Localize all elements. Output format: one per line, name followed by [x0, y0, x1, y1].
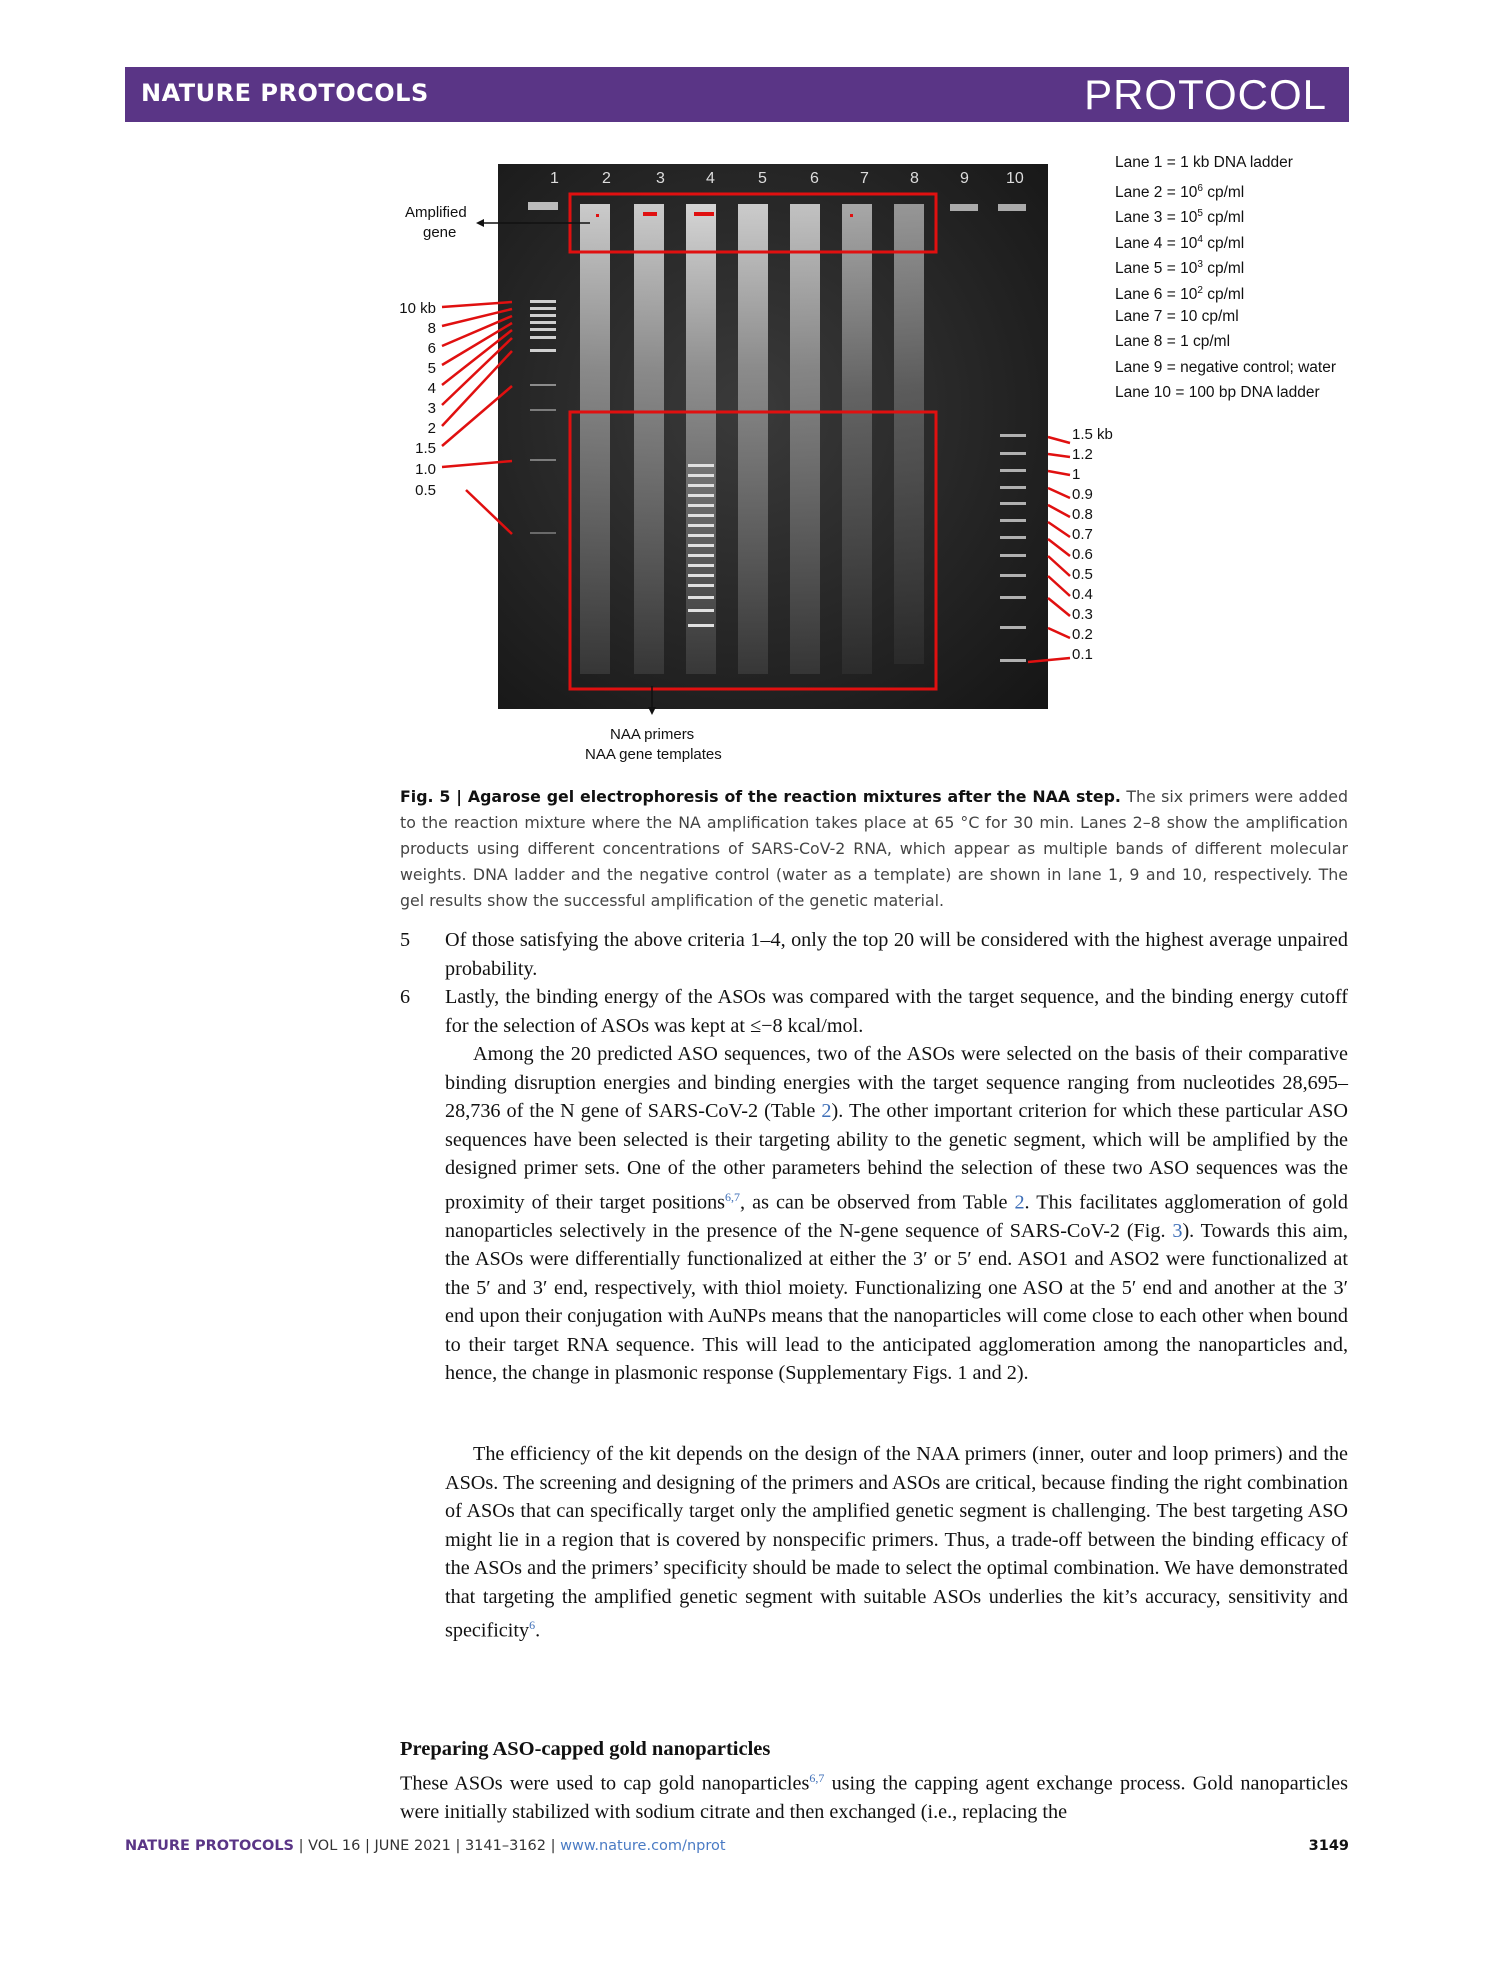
ladder-label: 4 [427, 380, 436, 397]
ladder-label: 10 kb [399, 300, 436, 317]
ladder-label: 0.9 [1072, 486, 1093, 503]
amplified-gene-label-1: Amplified [405, 204, 467, 221]
legend-item: Lane 1 = 1 kb DNA ladder [1115, 154, 1293, 171]
article-type: PROTOCOL [1084, 71, 1327, 118]
caption-title: Fig. 5 | Agarose gel electrophoresis of the reaction mixtures after the NAA step. [400, 787, 1121, 806]
legend-item: Lane $5 = 10^3$ cp/ml [1115, 259, 1245, 278]
naa-templates-label: NAA gene templates [585, 746, 722, 763]
ladder-label: 5 [427, 360, 436, 377]
ref-table[interactable]: 2 [1014, 1191, 1025, 1214]
lane-number: 3 [656, 170, 665, 187]
figure-5 [380, 150, 1380, 770]
footer-citation: NATURE PROTOCOLS | VOL 16 | JUNE 2021 | 3141–3162 | www.nature.com/nprot [125, 1838, 726, 1854]
legend-item: Lane 7 = 10 cp/ml [1115, 307, 1239, 325]
lane-number: 2 [602, 170, 611, 187]
ladder-label: 8 [427, 320, 436, 337]
ladder-label: 1.2 [1072, 446, 1093, 463]
page-number: 3149 [1308, 1838, 1349, 1854]
journal-name: NATURE PROTOCOLS [141, 79, 429, 107]
ref-figure[interactable]: 3 [1172, 1219, 1183, 1242]
ladder-label: 1.5 kb [1072, 426, 1113, 443]
ladder-label: 1.5 [415, 440, 436, 457]
lane-number: 9 [960, 170, 969, 187]
legend-item: Lane $4 = 10^4$ cp/ml [1115, 233, 1245, 252]
ladder-label: 0.5 [1072, 566, 1093, 583]
paragraph-capping: These ASOs were used to cap gold nanoparticles$^{6,7}$ using the capping agent exchange process. Gold nanoparticles were initially stabilized with sodium citrate and then exchanged (i.e., replacing the [400, 1771, 1348, 1824]
ladder-label: 0.2 [1072, 626, 1093, 643]
lane-number: 4 [706, 170, 715, 187]
ladder-label: 1.0 [415, 461, 436, 478]
paragraph-kit-efficiency: The efficiency of the kit depends on the design of the NAA primers (inner, outer and loop primers) and the ASOs. The screening and designing of the primers and ASOs are critical, because finding the right combination of ASOs that can specifically target only the amplified genetic segment is challenging. The best targeting ASO might lie in a region that is covered by nonspecific primers. Thus, a trade-off between the binding efficacy of the ASOs and the primers’ specificity should be made to select the optimal combination. We have demonstrated that targeting the amplified genetic segment with suitable ASOs underlies the kit’s accuracy, sensitivity and specificity$^6$. [445, 1443, 1348, 1642]
lane-number: 7 [860, 170, 869, 187]
journal-url[interactable]: www.nature.com/nprot [560, 1838, 726, 1854]
lane-number: 1 [550, 170, 559, 187]
ref-citation[interactable]: 6,7 [725, 1189, 741, 1204]
legend-item: Lane $6 = 10^2$ cp/ml [1115, 284, 1245, 304]
paragraph-aso-selection: Among the 20 predicted ASO sequences, two of the ASOs were selected on the basis of their comparative binding disruption energies and binding energies with the target sequence ranging from nucleotides 28,695–28,736 of the N gene of SARS-CoV-2 (Table 2). The other important criterion for which these particular ASO sequences have been selected is their targeting ability to the genetic segment, which will be amplified by the designed primer sets. One of the other parameters behind the selection of these two ASO sequences was the proximity of their target positions$^{6,7}$, as can be observed from Table 2. This facilitates agglomeration of gold nanoparticles selectively in the presence of the N-gene sequence of SARS-CoV-2 (Fig. 3). Towards this aim, the ASOs were differentially functionalized at either the 3′ or 5′ end. ASO1 and ASO2 were functionalized at the 5′ and 3′ end, respectively, with thiol moiety. Functionalizing one ASO at the 5′ end and another at the 3′ end upon their conjugation with AuNPs means that the nanoparticles will come close to each other when bound to their target RNA sequence. This will lead to the anticipated agglomeration among the nanoparticles and, hence, the change in plasmonic response (Supplementary Figs. 1 and 2). [445, 1043, 1348, 1385]
legend-item: Lane 8 = 1 cp/ml [1115, 333, 1231, 351]
ladder-label: 0.3 [1072, 606, 1093, 623]
caption-text: The six primers were added to the reaction mixture where the NA amplification takes place at 65 °C for 30 min. Lanes 2–8 show the amplification products using different concentrations of SARS-CoV-2 RNA, which appear as multiple bands of different molecular weights. DNA ladder and the negative control (water as a template) are shown in lane 1, 9 and 10, respectively. The gel results show the successful amplification of the genetic material. [400, 787, 1348, 910]
lane-number: 8 [910, 170, 919, 187]
ladder-label: 2 [427, 420, 436, 437]
legend-item: Lane 9 = negative control; water [1115, 358, 1337, 376]
legend-item: Lane $3 = 10^5$ cp/ml [1115, 208, 1245, 227]
legend-item: Lane 10 = 100 bp DNA ladder [1115, 384, 1320, 402]
figure-caption [400, 784, 1348, 914]
ref-citation[interactable]: 6,7 [809, 1771, 825, 1785]
ladder-label: 0.7 [1072, 526, 1093, 543]
lane-number: 10 [1006, 170, 1024, 187]
ladder-label: 1 [1072, 466, 1081, 483]
lane-number: 5 [758, 170, 767, 187]
ladder-label: 0.8 [1072, 506, 1093, 523]
ref-citation[interactable]: 6 [529, 1618, 536, 1632]
ladder-label: 0.4 [1072, 586, 1093, 603]
legend-item: Lane $2 = 10^6$ cp/ml [1115, 182, 1245, 201]
ladder-label: 3 [427, 400, 436, 417]
naa-primers-label: NAA primers [610, 726, 695, 743]
page-header [125, 67, 1349, 122]
ladder-label: 0.1 [1072, 646, 1093, 663]
ladder-label: 6 [427, 340, 436, 357]
lane-legend [1115, 150, 1336, 406]
ladder-label: 0.6 [1072, 546, 1093, 563]
section-heading: Preparing ASO-capped gold nanoparticles [400, 1738, 771, 1760]
lane-number: 6 [810, 170, 819, 187]
amplified-gene-label-2: gene [423, 224, 457, 241]
ladder-label: 0.5 [415, 482, 436, 499]
ref-table[interactable]: 2 [821, 1100, 832, 1122]
